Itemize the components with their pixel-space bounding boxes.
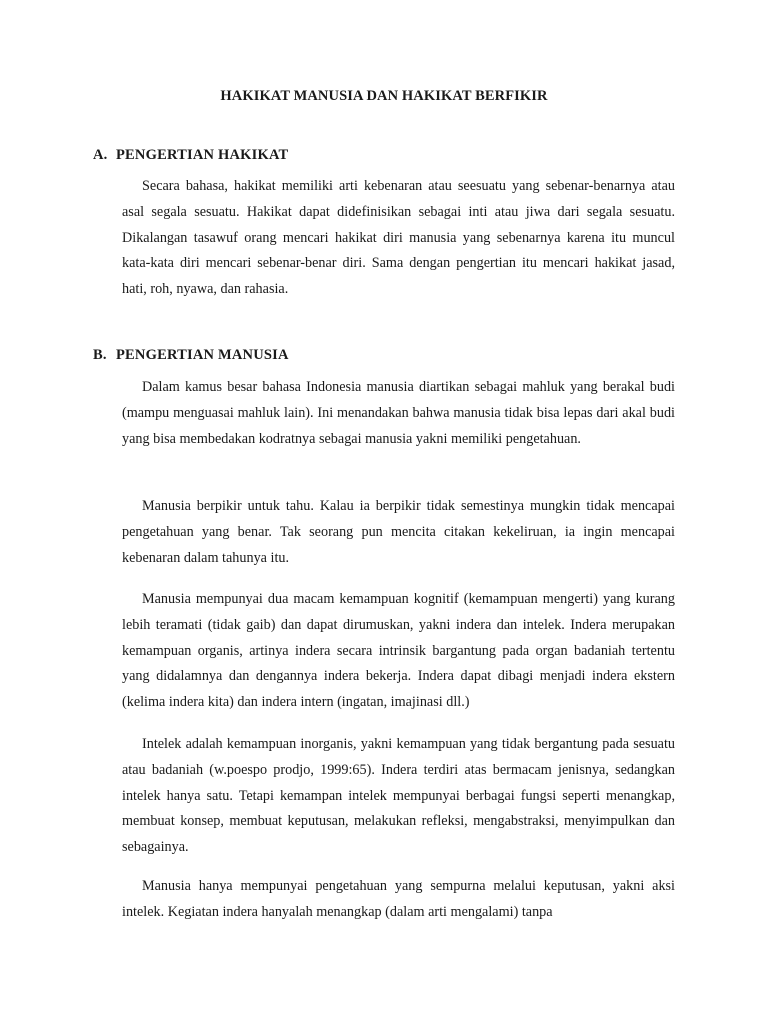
paragraph: Secara bahasa, hakikat memiliki arti kebenaran atau seesuatu yang sebenar-benarnya atau asal segala sesuatu. Hakikat dapat didefinisikan sebagai inti atau jiwa dari segala sesuatu. Dikalangan tasawuf orang mencari hakikat diri manusia yang sebenarnya karena itu muncul kata-kata diri mencari sebenar-benar diri. Sama dengan pengertian itu mencari hakikat jasad, hati, roh, nyawa, dan rahasia. [122, 178, 675, 298]
paragraph: Manusia mempunyai dua macam kemampuan kognitif (kemampuan mengerti) yang kurang lebih teramati (tidak gaib) dan dapat dirumuskan, yakni indera dan intelek. Indera merupakan kemampuan organis, artinya indera secara intrinsik bargantung pada organ badaniah tertentu yang didalamnya dan dengannya indera bekerja. Indera dapat dibagi menjadi indera ekstern (kelima indera kita) dan indera intern (ingatan, imajinasi dll.) [122, 591, 675, 711]
section-title: PENGERTIAN HAKIKAT [116, 147, 289, 163]
section-letter: B. [93, 347, 107, 363]
section-heading-a [93, 147, 288, 164]
section-title: PENGERTIAN MANUSIA [116, 347, 289, 363]
document-title: HAKIKAT MANUSIA DAN HAKIKAT BERFIKIR [220, 88, 548, 104]
paragraph: Intelek adalah kemampuan inorganis, yakni kemampuan yang tidak bergantung pada sesuatu atau badaniah (w.poespo prodjo, 1999:65). Indera terdiri atas bermacam jenisnya, sedangkan intelek hanya satu. Tetapi kemampan intelek mempunyai berbagai fungsi seperti menangkap, membuat konsep, membuat keputusan, melakukan refleksi, mengabstraksi, menyimpulkan dan sebagainya. [122, 736, 675, 856]
section-letter: A. [93, 147, 108, 163]
paragraph: Dalam kamus besar bahasa Indonesia manusia diartikan sebagai mahluk yang berakal budi (mampu menguasai mahluk lain). Ini menandakan bahwa manusia tidak bisa lepas dari akal budi yang bisa membedakan kodratnya sebagai manusia yakni memiliki pengetahuan. [122, 379, 675, 447]
paragraph: Manusia berpikir untuk tahu. Kalau ia berpikir tidak semestinya mungkin tidak mencapai pengetahuan yang benar. Tak seorang pun mencita citakan kekeliruan, ia ingin mencapai kebenaran dalam tahunya itu. [122, 498, 675, 566]
section-heading-b [93, 347, 289, 364]
paragraph: Manusia hanya mempunyai pengetahuan yang sempurna melalui keputusan, yakni aksi intelek. Kegiatan indera hanyalah menangkap (dalam arti mengalami) tanpa [122, 878, 675, 920]
